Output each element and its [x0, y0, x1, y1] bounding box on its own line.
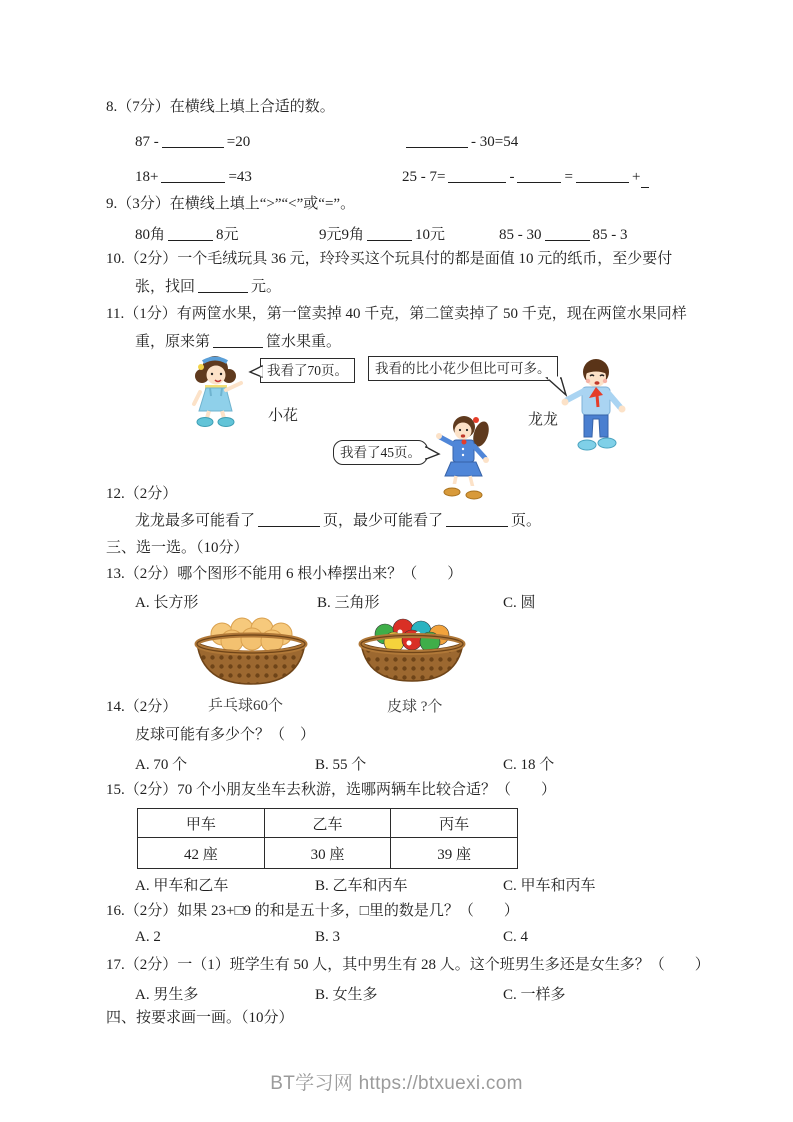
q8-eq4-eq: =: [564, 169, 573, 185]
q14-option-a[interactable]: A. 70 个: [135, 757, 188, 773]
q9-item3-pre: 85 - 30: [499, 227, 542, 243]
bus-table-header-cell: 丙车: [391, 809, 518, 838]
question-14-text: 皮球可能有多少个？（ ）: [135, 727, 316, 743]
q15-option-b[interactable]: B. 乙车和丙车: [315, 878, 408, 894]
q16-option-a[interactable]: A. 2: [135, 929, 161, 945]
q9-item1-pre: 80角: [135, 227, 166, 243]
pingpong-basket-image: [190, 608, 312, 692]
question-8-title: 8.（7分）在横线上填上合适的数。: [106, 99, 335, 115]
q8-eq3-pre: 18+: [135, 169, 159, 185]
q11-line2-pre: 重，原来第: [135, 334, 211, 350]
q8-equation-1: [135, 132, 250, 152]
rubber-ball-basket-image: [355, 610, 469, 690]
question-11-line1: 11.（1分）有两筐水果，第一筐卖掉 40 千克，第二筐卖掉了 50 千克，现在两筐水果同样: [106, 306, 687, 322]
q10-line2-post: 元。: [251, 279, 282, 295]
q13-option-b[interactable]: B. 三角形: [317, 595, 380, 611]
q9-item2-post: 10元: [415, 227, 446, 243]
q9-item3-post: 85 - 3: [592, 227, 628, 243]
footer-site-link: BT学习网 https://btxuexi.com: [270, 1073, 523, 1094]
bus-table: [137, 808, 518, 869]
label-longlong: 龙龙: [528, 412, 559, 428]
bubble-keke-text: 我看了45页。: [340, 445, 421, 460]
q12-pre: 龙龙最多可能看了: [135, 513, 256, 529]
rubber-ball-basket-label: 皮球 ?个: [387, 699, 443, 715]
q9-item2-pre: 9元9角: [319, 227, 365, 243]
bus-table-header-cell: 乙车: [264, 809, 391, 838]
q8-equation-3: [135, 167, 252, 187]
q9-item-1: [135, 225, 239, 245]
q13-option-c[interactable]: C. 圆: [503, 595, 536, 611]
q8-eq4-blank3[interactable]: [576, 168, 629, 183]
q13-option-a[interactable]: A. 长方形: [135, 595, 199, 611]
bus-table-data-cell: 30 座: [264, 838, 391, 869]
q8-eq4-blank4[interactable]: [641, 173, 649, 188]
q8-eq3-blank[interactable]: [161, 168, 225, 183]
question-10-line2: [135, 277, 281, 297]
footer-watermark: [0, 1068, 793, 1095]
question-16-title: 16.（2分）如果 23+□9 的和是五十多，□里的数是几？（ ）: [106, 903, 519, 919]
section-4-title: 四、按要求画一画。（10分）: [106, 1010, 294, 1026]
q9-item-2: [319, 225, 445, 245]
q10-blank[interactable]: [198, 278, 248, 293]
speech-bubble-keke: [333, 440, 428, 465]
q16-option-b[interactable]: B. 3: [315, 929, 341, 945]
question-9-title: 9.（3分）在横线上填上“>”“<”或“=”。: [106, 196, 356, 212]
q10-line2-pre: 张，找回: [135, 279, 196, 295]
q14-option-b[interactable]: B. 55 个: [315, 757, 367, 773]
question-17-title: 17.（2分）一（1）班学生有 50 人，其中男生有 28 人。这个班男生多还是女生多？（ ）: [106, 957, 710, 973]
question-12-number: 12.（2分）: [106, 486, 178, 502]
question-13-title: 13.（2分）哪个图形不能用 6 根小棒摆出来？（ ）: [106, 566, 463, 582]
bubble-longlong-text: 我看的比小花少但比可可多。: [375, 361, 551, 376]
q9-item3-blank[interactable]: [545, 226, 590, 241]
q8-eq4-pre: 25 - 7=: [402, 169, 446, 185]
speech-bubble-xiaohua: [260, 358, 355, 383]
q15-option-a[interactable]: A. 甲车和乙车: [135, 878, 229, 894]
q8-eq4-dash: -: [509, 169, 515, 185]
q8-eq1-blank[interactable]: [162, 133, 224, 148]
q8-equation-4: [402, 167, 652, 188]
bubble-xiaohua-text: 我看了70页。: [267, 363, 348, 378]
q16-option-c[interactable]: C. 4: [503, 929, 529, 945]
bus-table-data-row: [138, 838, 518, 869]
question-11-line2: [135, 332, 341, 352]
q15-option-c[interactable]: C. 甲车和丙车: [503, 878, 596, 894]
q9-item-3: [499, 225, 628, 245]
q9-item1-blank[interactable]: [168, 226, 213, 241]
question-12-line: [135, 511, 541, 531]
q11-line2-post: 筐水果重。: [266, 334, 342, 350]
q17-option-b[interactable]: B. 女生多: [315, 987, 378, 1003]
q8-eq4-blank2[interactable]: [517, 168, 561, 183]
girl-keke-image: [436, 414, 500, 500]
q8-eq4-blank1[interactable]: [448, 168, 506, 183]
q9-item1-post: 8元: [216, 227, 239, 243]
children-illustration: [100, 352, 692, 498]
bus-table-data-cell: 42 座: [138, 838, 265, 869]
pingpong-basket-label: 乒乓球60个: [208, 698, 284, 714]
q8-eq4-plus: +: [631, 169, 641, 185]
q17-option-a[interactable]: A. 男生多: [135, 987, 199, 1003]
bubble-tail-icon: [250, 366, 262, 378]
bus-table-header-row: [138, 809, 518, 838]
girl-xiaohua-image: [184, 354, 248, 428]
q8-eq1-post: =20: [226, 134, 251, 150]
label-xiaohua: 小花: [268, 408, 299, 424]
bus-table-data-cell: 39 座: [391, 838, 518, 869]
q8-eq1-pre: 87 -: [135, 134, 159, 150]
q8-eq2-blank[interactable]: [406, 133, 468, 148]
question-15-title: 15.（2分）70 个小朋友坐车去秋游，选哪两辆车比较合适？（ ）: [106, 782, 557, 798]
section-3-title: 三、选一选。（10分）: [106, 540, 249, 556]
question-14-number: 14.（2分）: [106, 699, 178, 715]
q12-blank2[interactable]: [446, 512, 508, 527]
q12-mid: 页，最少可能看了: [323, 513, 444, 529]
boy-longlong-image: [558, 357, 634, 453]
question-10-line1: 10.（2分）一个毛绒玩具 36 元，玲玲买这个玩具付的都是面值 10 元的纸币，至少要付: [106, 251, 673, 267]
speech-bubble-longlong: [368, 356, 558, 381]
q8-equation-2: [403, 132, 518, 152]
q14-option-c[interactable]: C. 18 个: [503, 757, 555, 773]
bus-table-header-cell: 甲车: [138, 809, 265, 838]
q9-item2-blank[interactable]: [367, 226, 412, 241]
q12-post: 页。: [511, 513, 542, 529]
q17-option-c[interactable]: C. 一样多: [503, 987, 566, 1003]
q12-blank1[interactable]: [258, 512, 320, 527]
q8-eq3-post: =43: [228, 169, 252, 185]
q8-eq2-post: - 30=54: [471, 134, 519, 150]
q11-blank[interactable]: [213, 333, 263, 348]
